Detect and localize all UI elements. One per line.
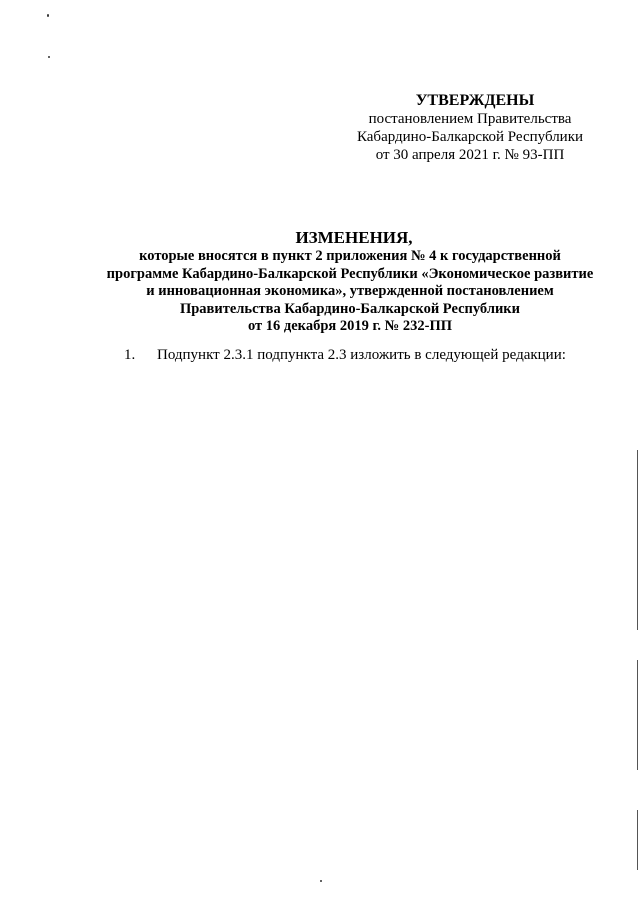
list-item	[124, 346, 566, 364]
approval-line: от 30 апреля 2021 г. № 93-ПП	[375, 147, 565, 163]
heading-line: и инновационная экономика», утвержденной постановлением	[146, 283, 554, 299]
scan-speck	[47, 14, 49, 17]
approval-line: Кабардино-Балкарской Республики	[356, 129, 584, 145]
approval-line: постановлением Правительства	[368, 111, 572, 127]
scan-speck	[320, 880, 322, 882]
approval-title: УТВЕРЖДЕНЫ	[415, 92, 535, 109]
heading-title: ИЗМЕНЕНИЯ,	[295, 228, 413, 247]
scan-edge-line	[637, 450, 638, 630]
document-heading	[60, 228, 640, 336]
item-text: Подпункт 2.3.1 подпункта 2.3 изложить в следующей редакции:	[157, 347, 566, 363]
scan-edge-line	[637, 810, 638, 870]
heading-line: программе Кабардино-Балкарской Республики «Экономическое развитие	[106, 265, 594, 282]
scan-edge-line	[637, 660, 638, 770]
heading-line: которые вносятся в пункт 2 приложения № 4 к государственной	[139, 248, 561, 264]
heading-line: Правительства Кабардино-Балкарской Республики	[179, 300, 521, 317]
heading-line: от 16 декабря 2019 г. № 232-ПП	[247, 318, 453, 334]
item-number: 1.	[124, 347, 136, 363]
approval-block	[330, 92, 610, 164]
scan-speck	[48, 56, 50, 58]
